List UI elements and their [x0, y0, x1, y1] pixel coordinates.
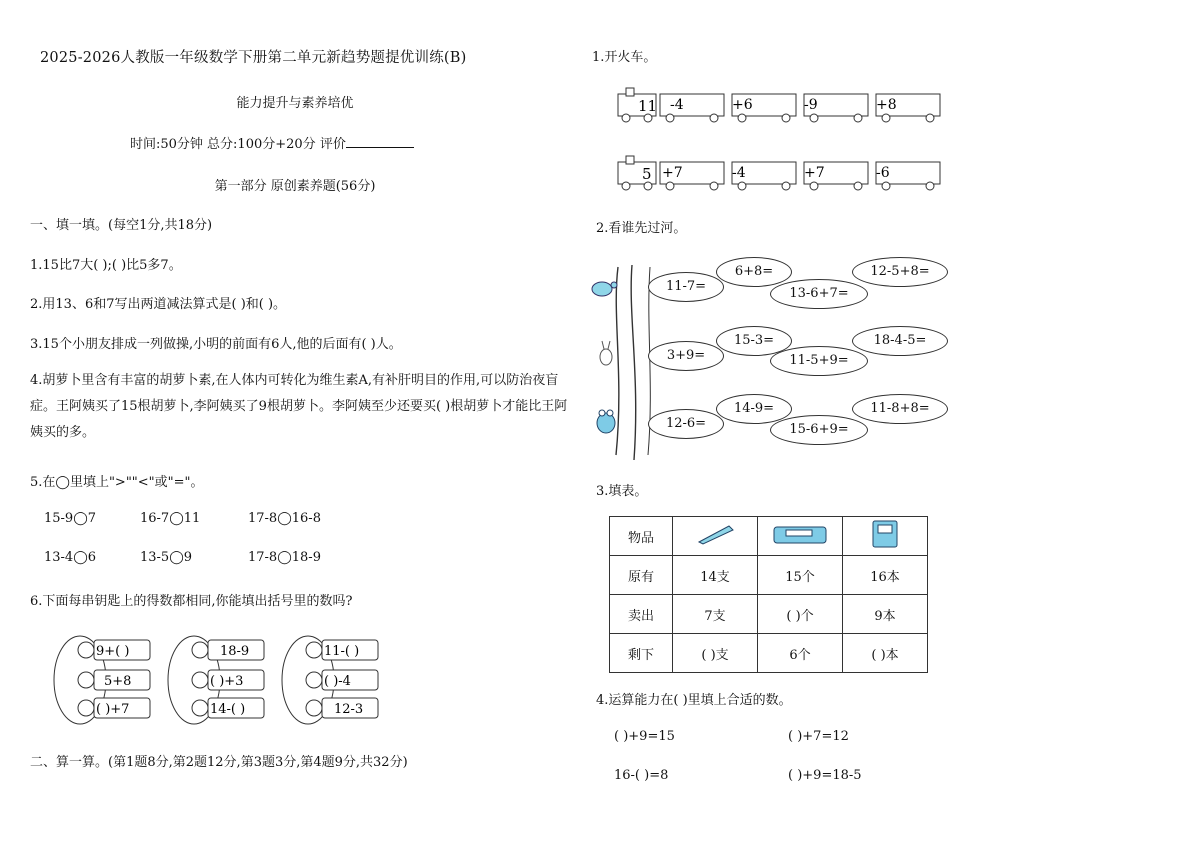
- question-3: 3.15个小朋友排成一列做操,小明的前面有6人,他的后面有( )人。: [30, 337, 402, 352]
- table-row: [610, 634, 928, 673]
- table-row: [610, 595, 928, 634]
- book-icon: [843, 517, 928, 556]
- train-operation: +6: [732, 97, 753, 113]
- train-cars: [660, 94, 940, 122]
- question-4: 4.胡萝卜里含有丰富的胡萝卜素,在人体内可转化为维生素A,有补肝明目的作用,可以防治夜盲症。王阿姨买了15根胡萝卜,李阿姨买了9根胡萝卜。李阿姨至少还要买( )根胡萝卜才能比王阿姨买的多。: [30, 373, 568, 440]
- table-cell[interactable]: ( )本: [843, 634, 928, 673]
- train-operation: -6: [876, 165, 890, 181]
- train-start-number: 5: [642, 165, 652, 183]
- table-cell: 14支: [673, 556, 758, 595]
- train-operation: +7: [804, 165, 825, 181]
- table-cell: 剩下: [610, 634, 673, 673]
- exam-meta: [130, 133, 414, 152]
- question-1: 1.15比7大( );( )比5多7。: [30, 258, 182, 273]
- key-label: 9+( ): [96, 644, 130, 659]
- table-row: [610, 517, 928, 556]
- compare-item: 13-5◯9: [140, 550, 193, 565]
- table-cell[interactable]: ( )个: [758, 595, 843, 634]
- key-bunch-2: [168, 636, 264, 724]
- compare-item: 17-8◯16-8: [248, 511, 321, 526]
- table-row: [610, 556, 928, 595]
- river-stone: 11-7=: [648, 272, 724, 302]
- river-stone: 15-3=: [716, 326, 792, 356]
- key-label: ( )+3: [210, 674, 244, 689]
- fill-equation[interactable]: ( )+9=15: [614, 729, 675, 744]
- key-label: 5+8: [104, 674, 132, 689]
- key-label: 14-( ): [210, 702, 246, 717]
- rating-blank[interactable]: [346, 135, 414, 148]
- section-one-heading: 一、填一填。(每空1分,共18分): [30, 218, 213, 233]
- right-question-1: 1.开火车。: [592, 50, 657, 65]
- rabbit-icon: [600, 341, 612, 365]
- train-operation: +7: [662, 165, 683, 181]
- train-operation: -9: [804, 97, 818, 113]
- key-label: 11-( ): [324, 644, 360, 659]
- table-cell: 15个: [758, 556, 843, 595]
- question-6: 6.下面每串钥匙上的得数都相同,你能填出括号里的数吗?: [30, 594, 353, 609]
- table-cell: 6个: [758, 634, 843, 673]
- table-cell: 卖出: [610, 595, 673, 634]
- key-bunch-3: [282, 636, 378, 724]
- train-2: [614, 154, 954, 194]
- fill-table: [609, 516, 928, 673]
- river-stone: 14-9=: [716, 394, 792, 424]
- compare-item: 16-7◯11: [140, 511, 201, 526]
- subtitle: 能力提升与素养培优: [236, 96, 354, 111]
- compare-item: 13-4◯6: [44, 550, 97, 565]
- table-cell: 原有: [610, 556, 673, 595]
- compare-item: 17-8◯18-9: [248, 550, 321, 565]
- fill-equation[interactable]: 16-( )=8: [614, 768, 669, 783]
- river-stone: 11-5+9=: [770, 346, 868, 376]
- table-header-cell: 物品: [610, 517, 673, 556]
- right-question-4: 4.运算能力在( )里填上合适的数。: [596, 693, 792, 708]
- key-label: 12-3: [334, 702, 364, 717]
- key-label: 18-9: [220, 644, 250, 659]
- key-label: ( )+7: [96, 702, 130, 717]
- question-5: 5.在◯里填上">""<"或"="。: [30, 475, 204, 490]
- frog-icon: [597, 410, 615, 433]
- train-start-number: 11: [638, 97, 658, 115]
- table-cell: 9本: [843, 595, 928, 634]
- river-stone: 12-5+8=: [852, 257, 948, 287]
- key-label: ( )-4: [324, 674, 351, 689]
- table-cell[interactable]: ( )支: [673, 634, 758, 673]
- compare-item: 15-9◯7: [44, 511, 97, 526]
- train-operation: -4: [670, 97, 684, 113]
- fill-equation[interactable]: ( )+7=12: [788, 729, 849, 744]
- train-operation: +8: [876, 97, 897, 113]
- right-question-2: 2.看谁先过河。: [596, 221, 687, 236]
- river-stone: 6+8=: [716, 257, 792, 287]
- table-cell: 7支: [673, 595, 758, 634]
- train-cars: [660, 162, 940, 190]
- river-stone: 15-6+9=: [770, 415, 868, 445]
- section-two-heading: 二、算一算。(第1题8分,第2题12分,第3题3分,第4题9分,共32分): [30, 755, 408, 770]
- table-cell: 16本: [843, 556, 928, 595]
- right-question-3: 3.填表。: [596, 484, 648, 499]
- train-operation: -4: [732, 165, 746, 181]
- river-stone: 13-6+7=: [770, 279, 868, 309]
- pen-icon: [673, 517, 758, 556]
- pencil-box-icon: [758, 517, 843, 556]
- river-stone: 18-4-5=: [852, 326, 948, 356]
- exam-meta-text: 时间:50分钟 总分:100分+20分 评价: [130, 137, 346, 152]
- river-stone: 3+9=: [648, 341, 724, 371]
- river-stone: 12-6=: [648, 409, 724, 439]
- river-stone: 11-8+8=: [852, 394, 948, 424]
- turtle-icon: [592, 282, 617, 296]
- part-one-heading: 第一部分 原创素养题(56分): [214, 179, 376, 194]
- train-1: [614, 86, 954, 126]
- key-bunch-1: [54, 636, 150, 724]
- question-2: 2.用13、6和7写出两道减法算式是( )和( )。: [30, 297, 287, 312]
- page-title: 2025-2026人教版一年级数学下册第二单元新趋势题提优训练(B): [40, 50, 467, 66]
- fill-equation[interactable]: ( )+9=18-5: [788, 768, 862, 783]
- key-bunches: [40, 628, 400, 734]
